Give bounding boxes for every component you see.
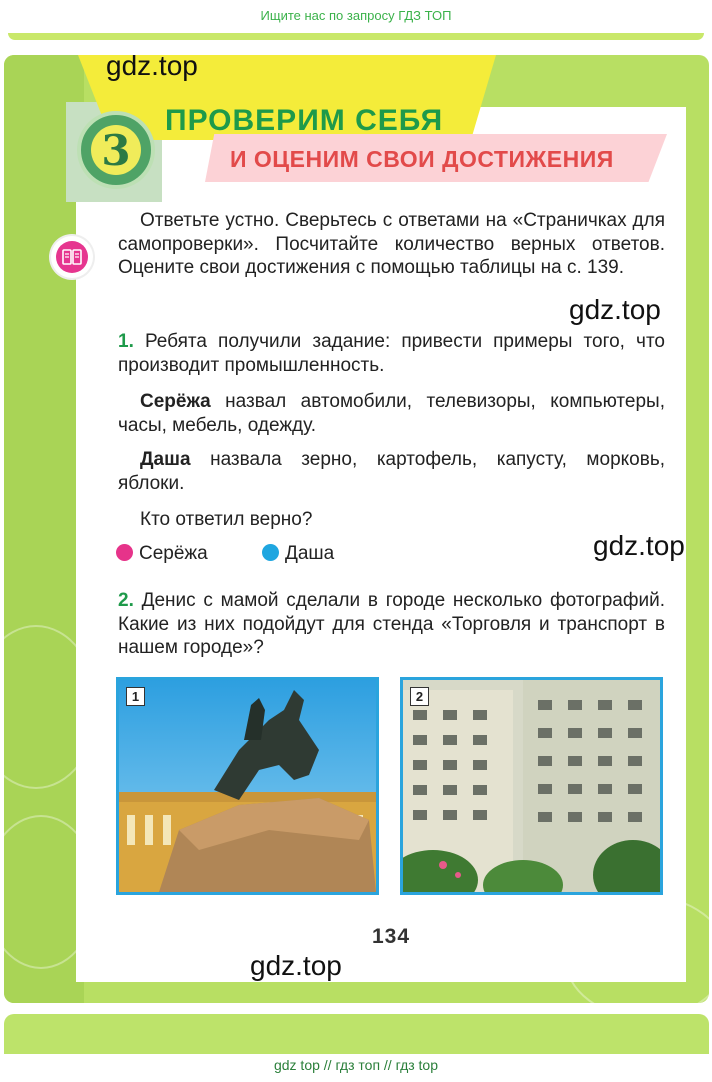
top-divider bbox=[8, 33, 704, 40]
task1-number: 1. bbox=[118, 331, 134, 352]
watermark: gdz.top bbox=[250, 950, 342, 981]
intro-paragraph: Ответьте устно. Сверьтесь с ответами на «Страничках для самопроверки». Посчитайте количество верных ответов. Оцените свои достижения с помощью таблицы на с. 139. bbox=[118, 210, 665, 278]
top-notice-text: Ищите нас по запросу ГДЗ ТОП bbox=[260, 8, 452, 23]
watermark: gdz.top bbox=[106, 50, 198, 81]
watermark: gdz.top bbox=[593, 530, 685, 561]
section-subtitle: И ОЦЕНИМ СВОИ ДОСТИЖЕНИЯ bbox=[230, 146, 614, 172]
task1-text: Ребята получили задание: привести примеры того, что производит промышленность. bbox=[118, 331, 666, 376]
footer-text: gdz top // гдз топ // гдз top bbox=[273, 1057, 439, 1073]
dasha-name: Даша bbox=[140, 449, 191, 470]
photo-building[interactable] bbox=[400, 677, 663, 895]
book-icon bbox=[56, 241, 88, 273]
watermark: gdz.top bbox=[569, 294, 661, 325]
photo-label: 1 bbox=[126, 687, 145, 706]
serezha-text: назвал автомобили, телевизоры, компьютеры, часы, мебель, одежду. bbox=[118, 391, 665, 436]
task2-paragraph bbox=[118, 589, 665, 660]
dasha-paragraph bbox=[118, 448, 665, 495]
option-label: Серёжа bbox=[139, 543, 208, 564]
footer-bar bbox=[0, 1054, 712, 1082]
next-page-band bbox=[4, 1014, 709, 1054]
serezha-paragraph bbox=[118, 390, 665, 437]
dasha-text: назвала зерно, картофель, капусту, морковь, яблоки. bbox=[118, 449, 665, 494]
section-number-badge bbox=[77, 111, 155, 189]
task1-paragraph bbox=[118, 330, 665, 377]
serezha-name: Серёжа bbox=[140, 391, 211, 412]
task2-text: Денис с мамой сделали в городе несколько фотографий. Какие из них подойдут для стенда «Торговля и транспорт в нашем городе»? bbox=[118, 590, 665, 658]
top-notice-bar bbox=[0, 0, 712, 32]
page-number: 134 bbox=[371, 925, 411, 948]
building-image bbox=[403, 680, 660, 892]
photo-monument[interactable] bbox=[116, 677, 379, 895]
photo-label: 2 bbox=[410, 687, 429, 706]
blue-dot-icon bbox=[262, 544, 279, 561]
option-serezha[interactable] bbox=[116, 543, 208, 565]
section-number: 3 bbox=[91, 125, 141, 175]
option-label: Даша bbox=[285, 543, 335, 564]
monument-image bbox=[119, 680, 376, 892]
section-title: ПРОВЕРИМ СЕБЯ bbox=[165, 104, 444, 137]
book-icon-badge bbox=[51, 236, 93, 278]
pink-dot-icon bbox=[116, 544, 133, 561]
option-dasha[interactable] bbox=[262, 543, 334, 565]
task2-number: 2. bbox=[118, 590, 134, 611]
task1-question: Кто ответил верно? bbox=[140, 509, 313, 530]
